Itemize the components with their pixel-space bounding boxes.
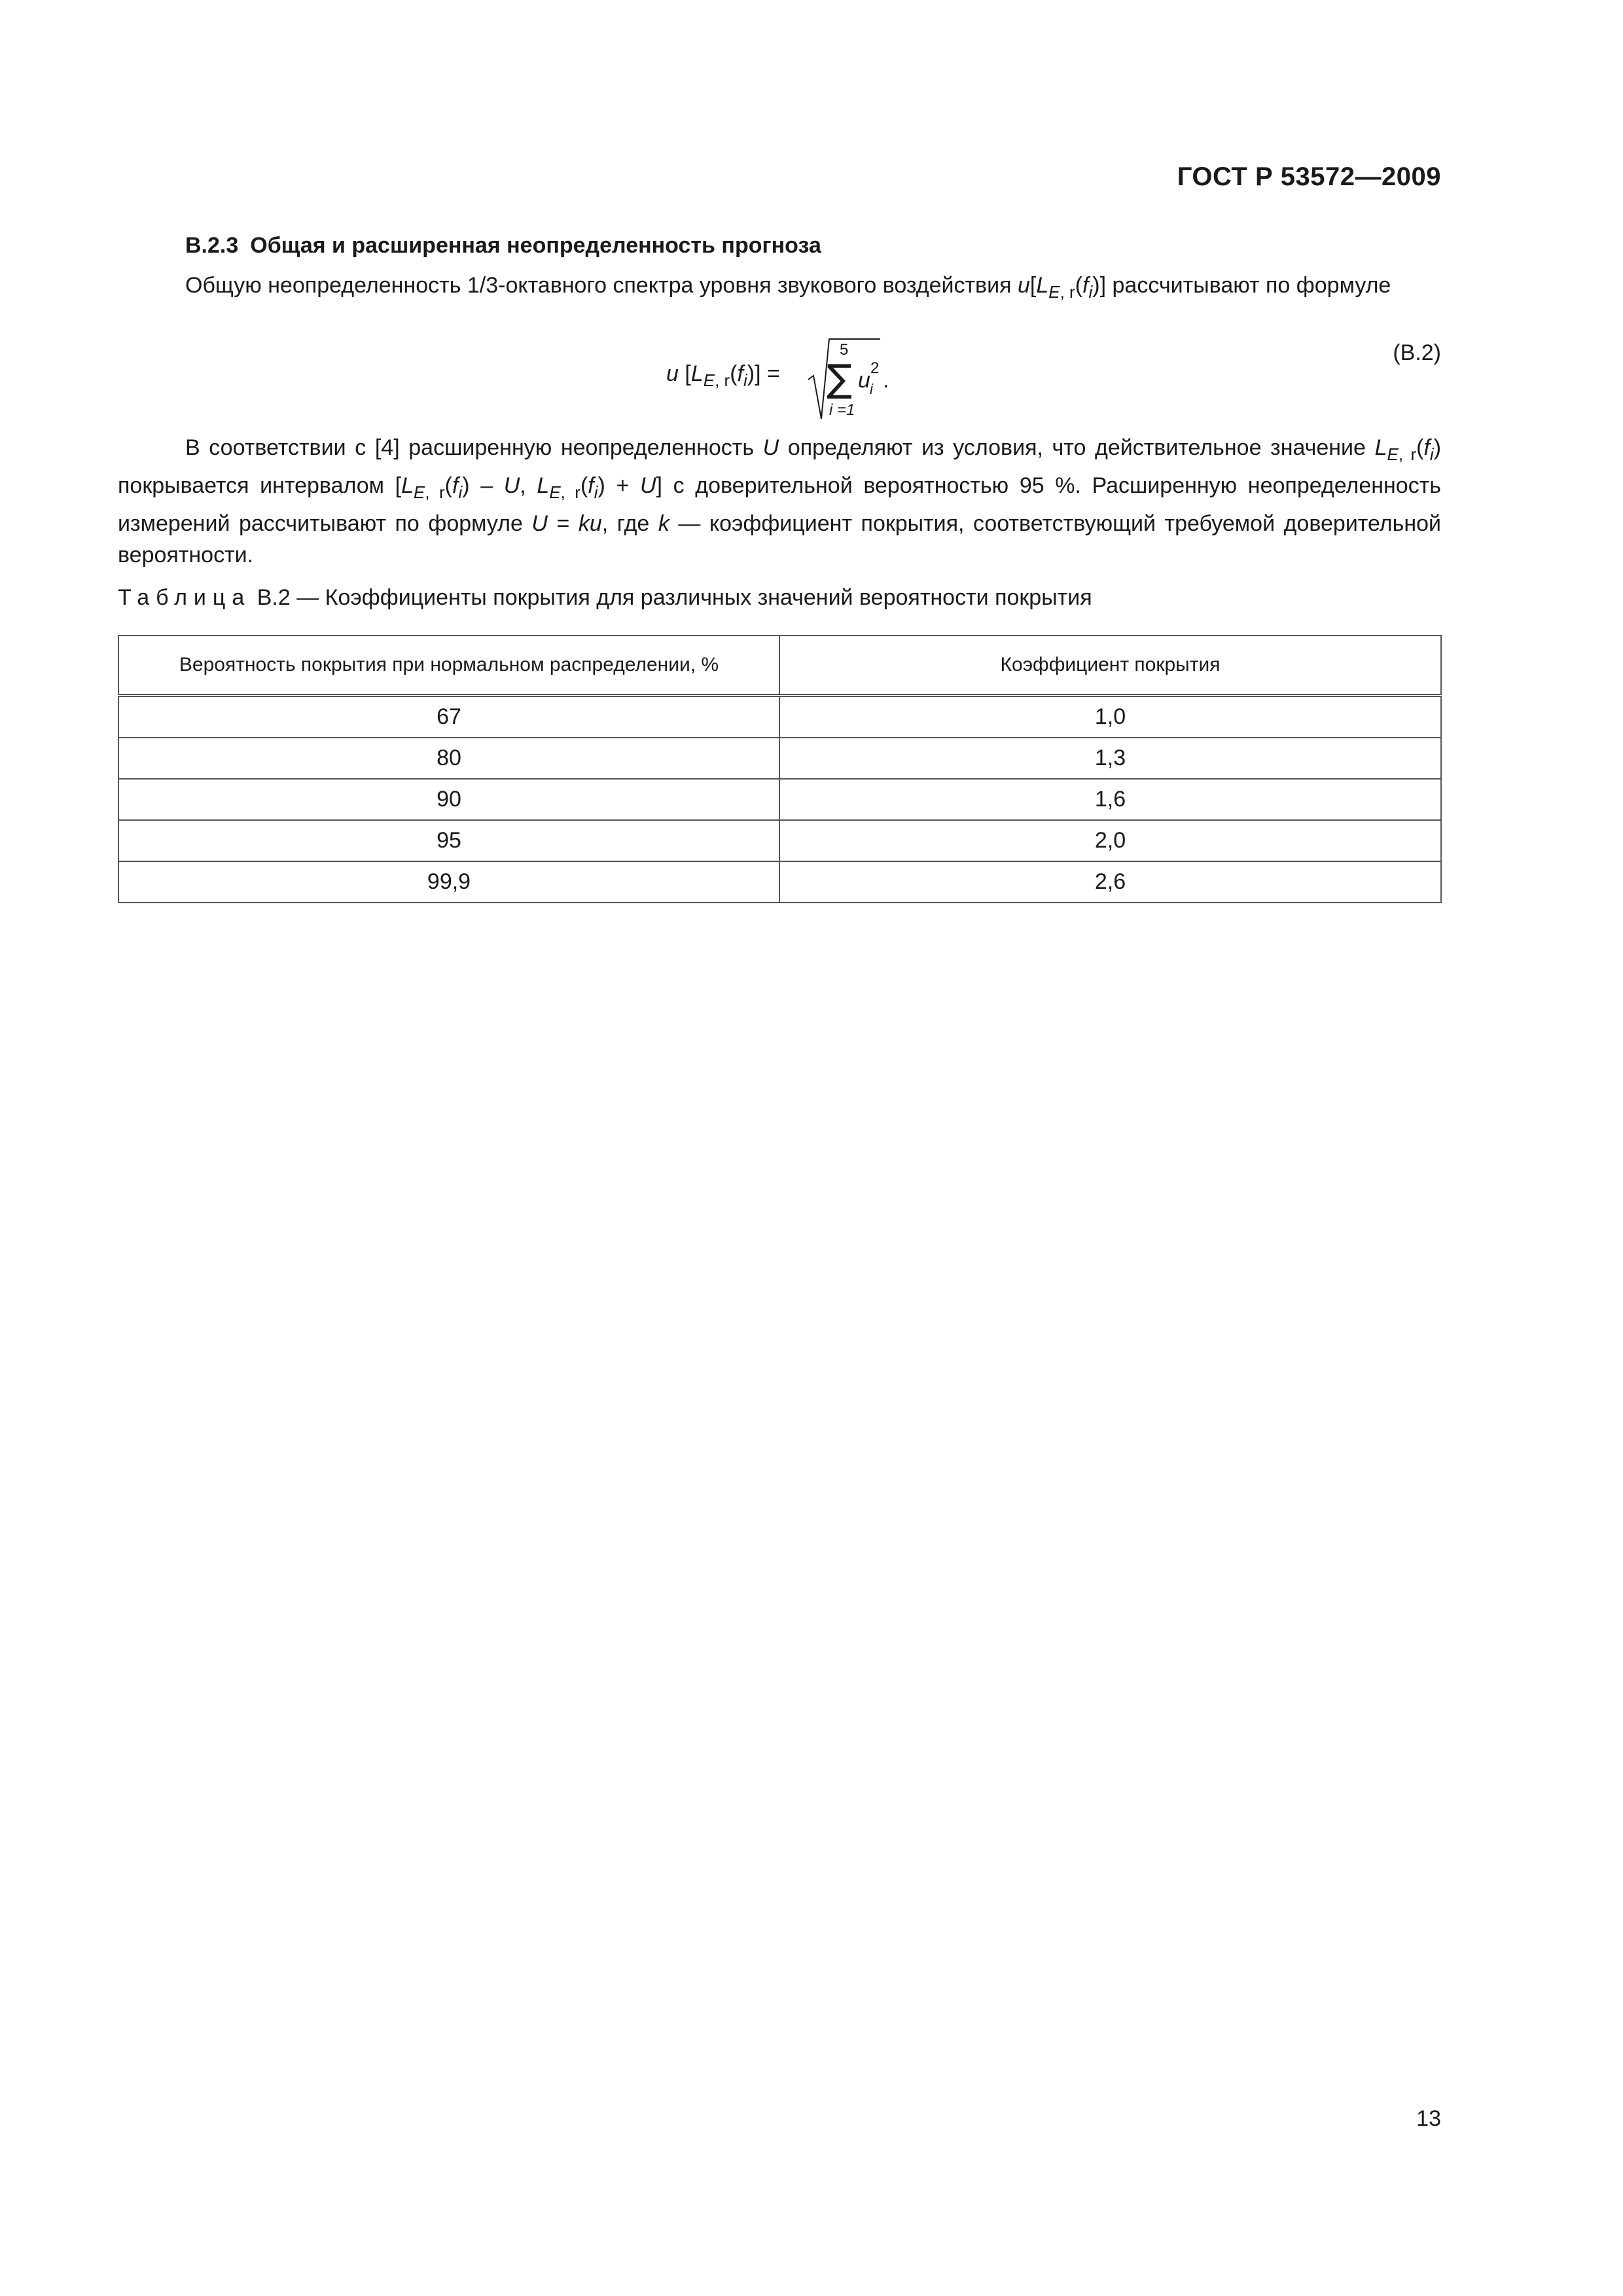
svg-text:.: . (883, 368, 889, 393)
page-number: 13 (1416, 2106, 1441, 2131)
table-row (118, 696, 1441, 738)
formula-number: (B.2) (1393, 340, 1441, 365)
sum-upper-limit: 5 (840, 341, 849, 359)
table-header-row (118, 636, 1441, 696)
section-number: B.2.3 (185, 233, 239, 258)
table-row (118, 738, 1441, 779)
svg-text:u: u (858, 368, 870, 393)
cell-factor: 1,3 (779, 738, 1441, 779)
table-row (118, 779, 1441, 820)
paragraph-total-uncertainty: Общую неопределенность 1/3-октавного спектра уровня звукового воздействия $u[L_{E, r}(f_i)]$ рассчитывают по формуле (185, 273, 1391, 302)
document-code: ГОСТ Р 53572—2009 (1177, 162, 1441, 191)
paragraph-expanded-uncertainty: В соответствии с [4] расширенную неопределенность U определяют из условия, что действительное значение $L_{E, r}(f_i)$ покрывается интервалом [$L_{E, r}(f_i)$ – U, $L_{E, r}(f_i) + U$] с доверительной вероятностью 95 %. Расширенную неопределенность измерений рассчитывают по формуле U = ku, где k — коэффициент покрытия, соответствующий требуемой доверительной вероятности. (118, 435, 1442, 567)
sum-lower-limit: i =1 (829, 401, 855, 419)
formula-sqrt-sum (807, 335, 938, 420)
table-row (118, 861, 1441, 903)
table-caption-prefix: Таблица (118, 585, 251, 610)
section-heading (185, 233, 821, 259)
formula-b2 (666, 335, 941, 420)
header-coverage-probability: Вероятность покрытия при нормальном распределении, % (118, 636, 779, 696)
svg-text:2: 2 (870, 359, 880, 377)
table-row (118, 820, 1441, 861)
cell-factor: 2,6 (779, 861, 1441, 903)
formula-lhs: u $[L_{E, r}(f_i)]$ = (666, 361, 780, 390)
table-caption (118, 585, 1092, 611)
coverage-factor-table (118, 635, 1442, 903)
header-coverage-factor: Коэффициент покрытия (779, 636, 1441, 696)
section-title: Общая и расширенная неопределенность прогноза (250, 233, 821, 258)
cell-probability: 67 (118, 696, 779, 738)
cell-factor: 1,0 (779, 696, 1441, 738)
svg-text:∑: ∑ (827, 356, 853, 401)
svg-text:i: i (870, 381, 873, 397)
cell-probability: 80 (118, 738, 779, 779)
cell-factor: 1,6 (779, 779, 1441, 820)
cell-probability: 90 (118, 779, 779, 820)
table-caption-text: B.2 — Коэффициенты покрытия для различных значений вероятности покрытия (251, 585, 1092, 610)
cell-factor: 2,0 (779, 820, 1441, 861)
cell-probability: 95 (118, 820, 779, 861)
cell-probability: 99,9 (118, 861, 779, 903)
